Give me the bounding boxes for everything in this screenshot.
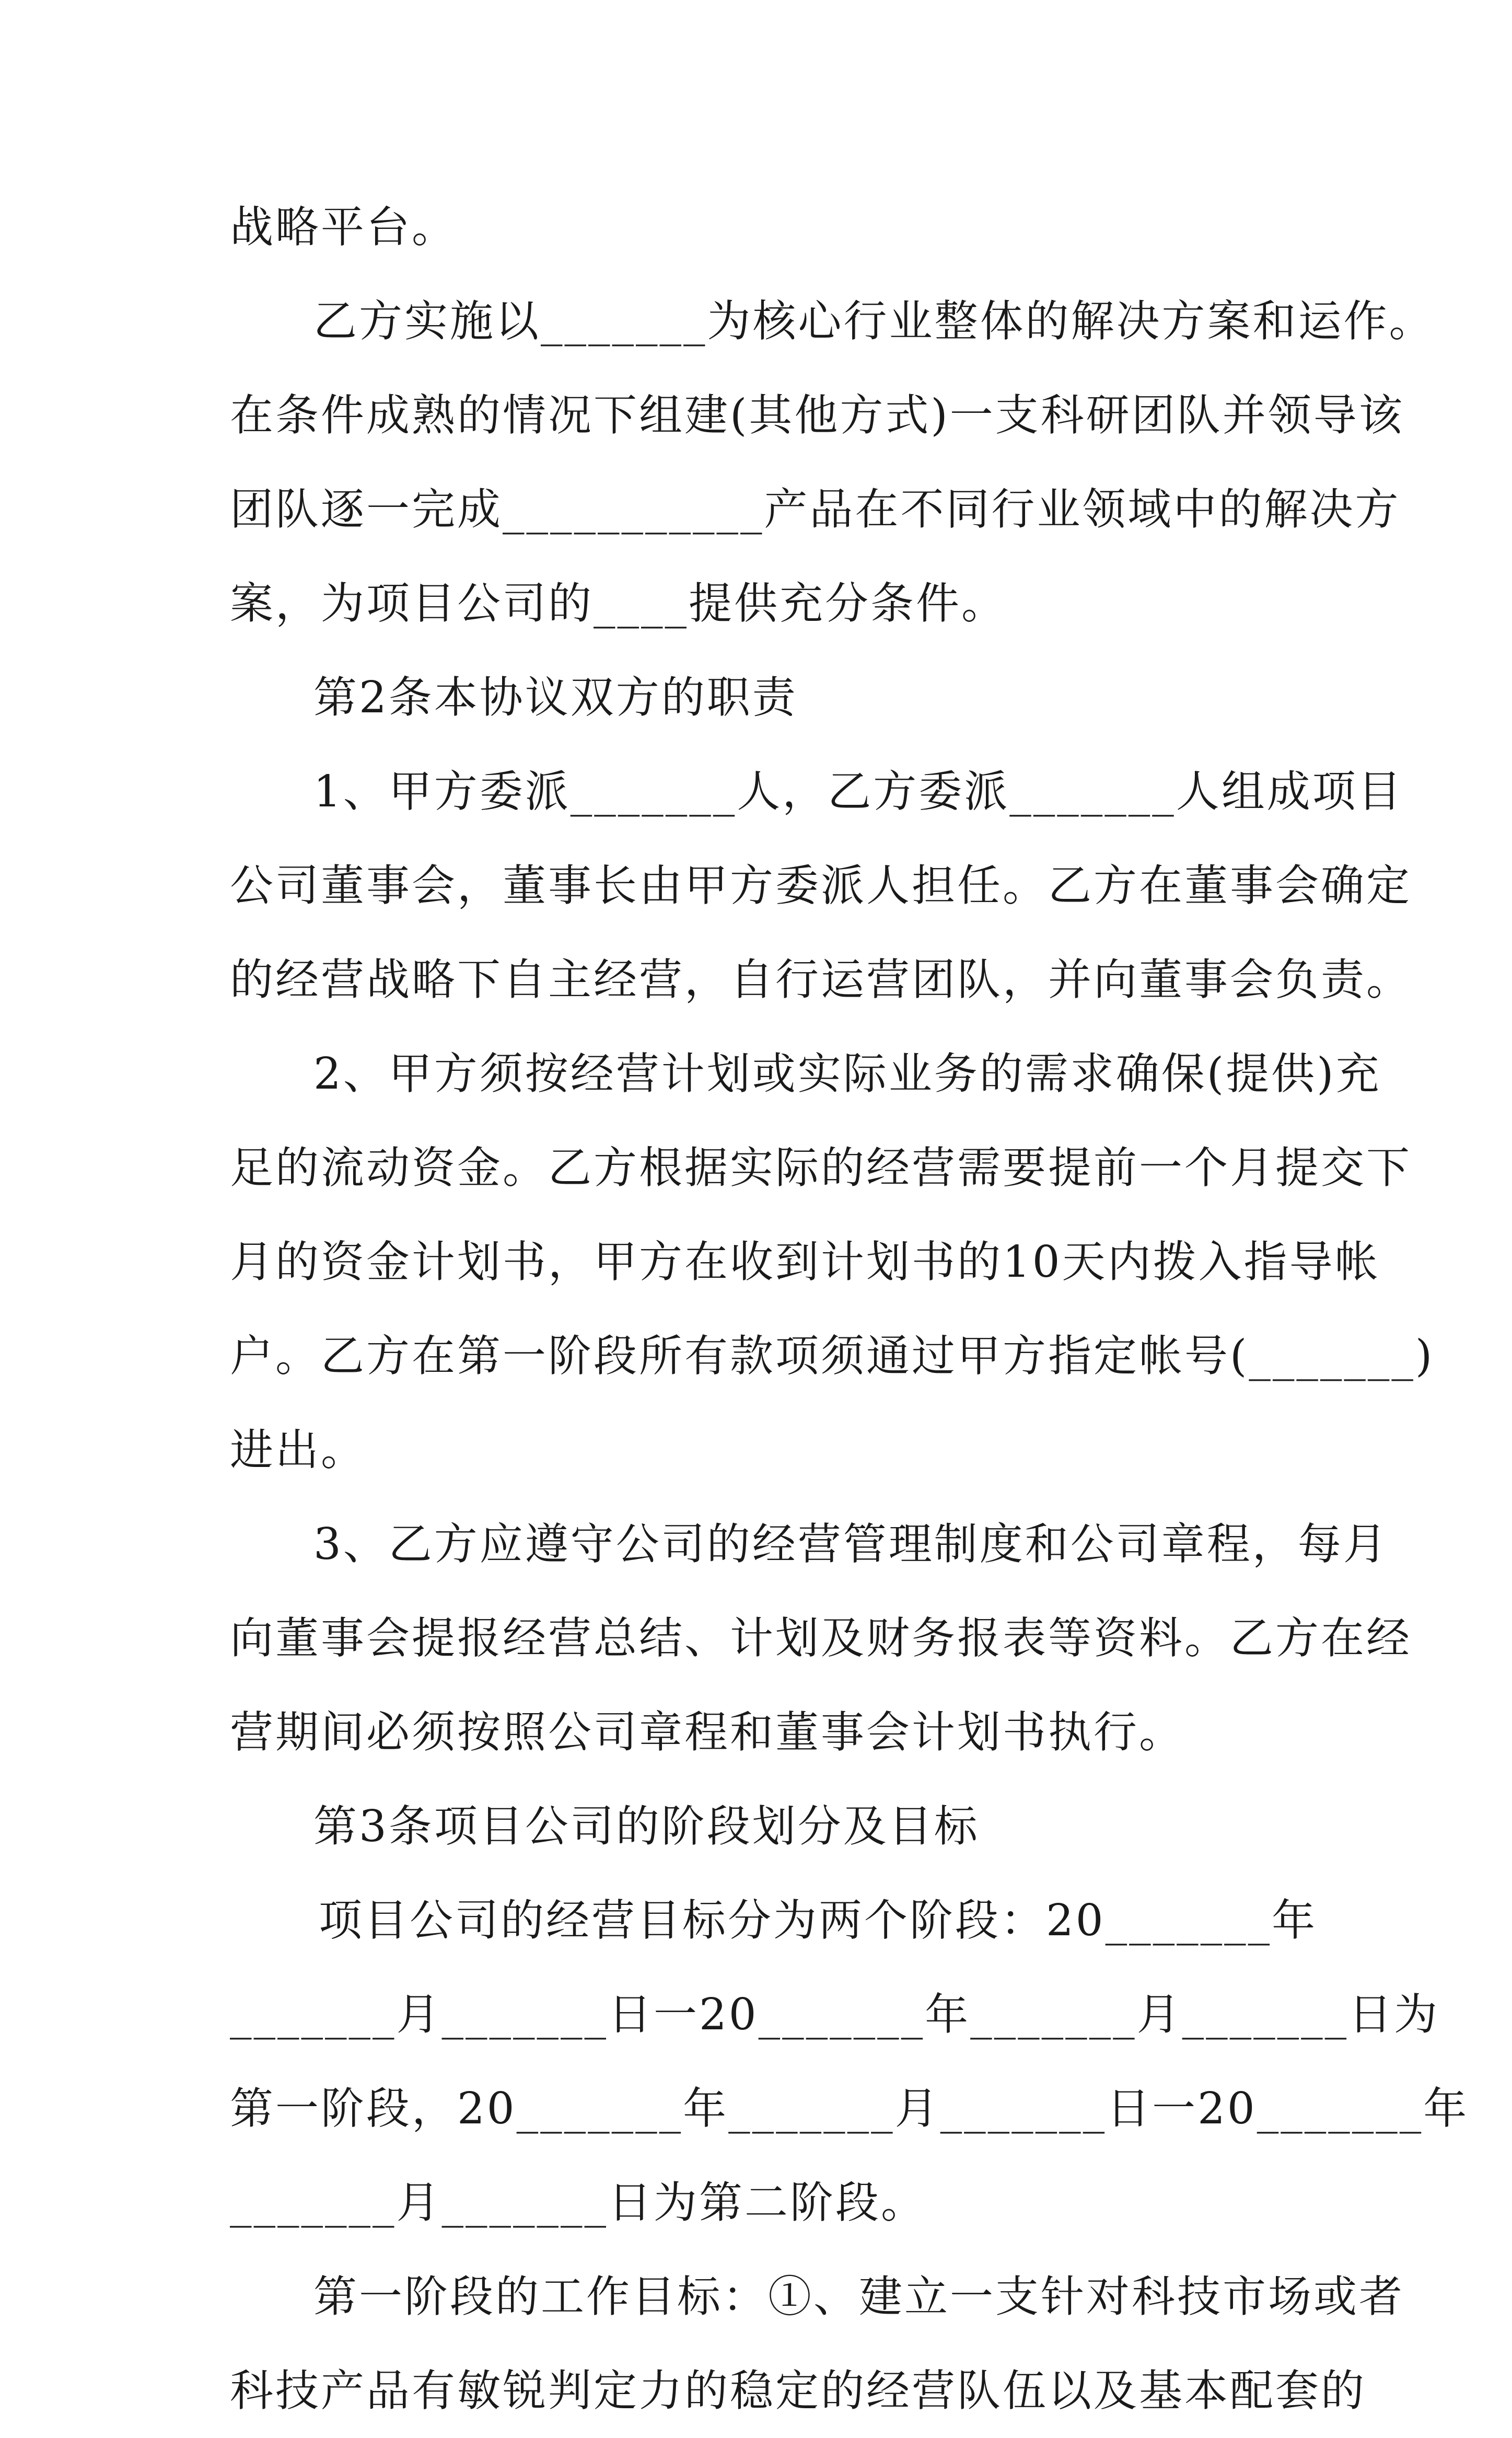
text-line: 向董事会提报经营总结、计划及财务报表等资料。乙方在经 bbox=[230, 1613, 1412, 1663]
text-line: 1、甲方委派_______人，乙方委派_______人组成项目 bbox=[313, 766, 1403, 817]
text-line: 月的资金计划书，甲方在收到计划书的10天内拨入指导帐 bbox=[230, 1237, 1380, 1287]
text-line: 案，为项目公司的____提供充分条件。 bbox=[230, 578, 1007, 629]
text-line: 公司董事会，董事长由甲方委派人担任。乙方在董事会确定 bbox=[230, 860, 1412, 911]
text-line: 进出。 bbox=[230, 1425, 366, 1475]
text-line: 的经营战略下自主经营，自行运营团队，并向董事会负责。 bbox=[230, 954, 1412, 1005]
text-line: 户。乙方在第一阶段所有款项须通过甲方指定帐号(_______) bbox=[230, 1331, 1435, 1381]
text-line: 第一阶段的工作目标：①、建立一支针对科技市场或者 bbox=[313, 2271, 1404, 2322]
text-line: 团队逐一完成___________产品在不同行业领域中的解决方 bbox=[230, 484, 1401, 535]
text-line: 3、乙方应遵守公司的经营管理制度和公司章程，每月 bbox=[313, 1519, 1389, 1569]
section-heading: 第3条项目公司的阶段划分及目标 bbox=[313, 1801, 980, 1852]
text-line: _______月_______日一20_______年_______月_______日为 bbox=[230, 1989, 1440, 2040]
text-line: _______月_______日为第二阶段。 bbox=[230, 2177, 926, 2228]
text-line: 战略平台。 bbox=[230, 202, 457, 252]
section-heading: 第2条本协议双方的职责 bbox=[313, 672, 798, 723]
document-body bbox=[230, 180, 1469, 2438]
text-line: 在条件成熟的情况下组建(其他方式)一支科研团队并领导该 bbox=[230, 390, 1404, 441]
text-line: 科技产品有敏锐判定力的稳定的经营队伍以及基本配套的 bbox=[230, 2365, 1366, 2416]
text-line: 营期间必须按照公司章程和董事会计划书执行。 bbox=[230, 1707, 1184, 1758]
text-line: 第一阶段，20_______年_______月_______日一20_______年 bbox=[230, 2083, 1469, 2134]
text-line: 项目公司的经营目标分为两个阶段：20_______年 bbox=[319, 1895, 1318, 1946]
text-line: 2、甲方须按经营计划或实际业务的需求确保(提供)充 bbox=[313, 1048, 1381, 1099]
text-line: 乙方实施以_______为核心行业整体的解决方案和运作。 bbox=[313, 296, 1435, 346]
text-line: 足的流动资金。乙方根据实际的经营需要提前一个月提交下 bbox=[230, 1142, 1412, 1193]
